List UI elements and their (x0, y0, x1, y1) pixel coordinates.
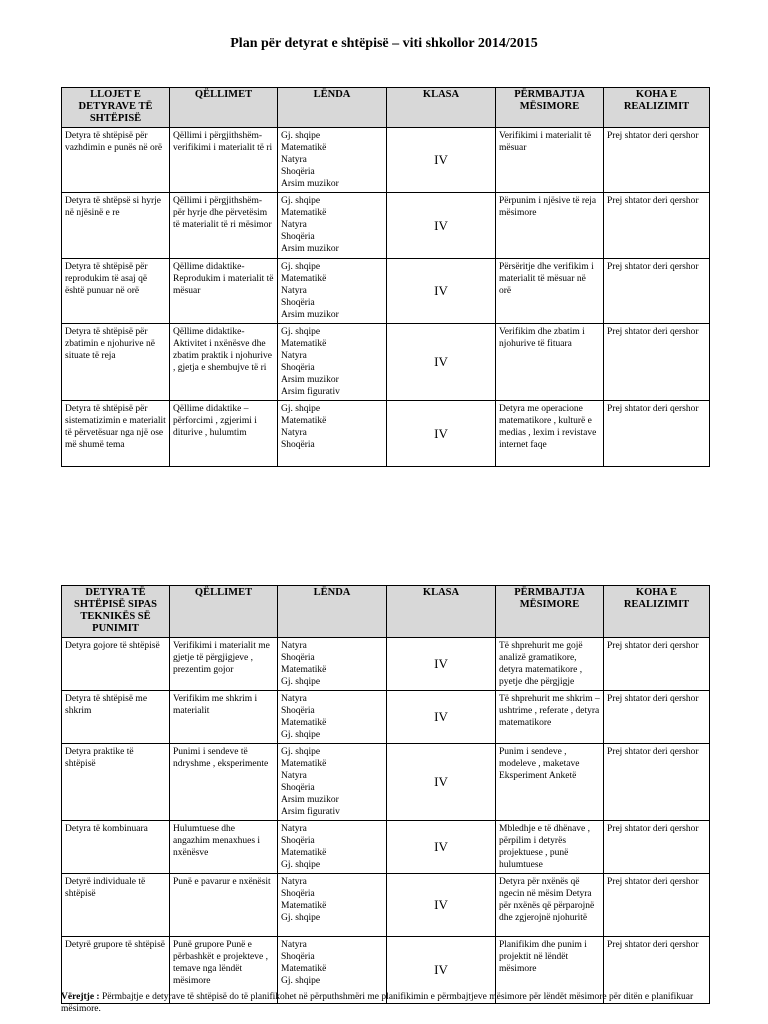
technique-plan-table (61, 585, 710, 1004)
table-body (62, 128, 710, 467)
cell-grade: IV (387, 638, 496, 691)
cell-grade: IV (387, 821, 496, 874)
cell-grade: IV (387, 324, 496, 401)
cell-type: Detyrë individuale të shtëpisë (62, 874, 170, 937)
cell-goals: Punimi i sendeve të ndryshme , eksperimente (170, 744, 278, 821)
table-row (62, 821, 710, 874)
cell-content: Të shprehurit me gojë analizë gramatikore, detyra matematikore , pyetje dhe përgjigje (496, 638, 604, 691)
cell-content: Verifikimi i materialit të mësuar (496, 128, 604, 193)
header-content: PËRMBAJTJA MËSIMORE (496, 88, 604, 128)
cell-time: Prej shtator deri qershor (604, 874, 710, 937)
cell-content: Të shprehurit me shkrim – ushtrime , referate , detyra matematikore (496, 691, 604, 744)
subject-item: Matematikë (281, 208, 327, 218)
subject-item: Arsim figurativ (281, 807, 340, 817)
cell-grade: IV (387, 128, 496, 193)
cell-time: Prej shtator deri qershor (604, 821, 710, 874)
header-grade: KLASA (387, 88, 496, 128)
subject-item: Shoqëria (281, 952, 315, 962)
table-body (62, 638, 710, 1004)
subject-item: Matematikë (281, 759, 327, 769)
cell-type: Detyra të shtëpsë si hyrje në njësinë e re (62, 193, 170, 259)
subject-item: Arsim muzikor (281, 375, 339, 385)
cell-goals: Qëllime didaktike- Reprodukim i materialit të mësuar (170, 259, 278, 324)
cell-subjects (278, 874, 387, 937)
subject-item: Gj. shqipe (281, 747, 321, 757)
subject-item: Gj. shqipe (281, 262, 321, 272)
cell-goals: Qëllime didaktike- Aktivitet i nxënësve dhe zbatim praktik i njohurive , gjetja e shembujve të ri (170, 324, 278, 401)
cell-subjects (278, 821, 387, 874)
subject-item: Matematikë (281, 416, 327, 426)
subject-item: Shoqëria (281, 440, 315, 450)
cell-goals: Punë e pavarur e nxënësit (170, 874, 278, 937)
cell-content: Përpunim i njësive të reja mësimore (496, 193, 604, 259)
cell-time: Prej shtator deri qershor (604, 937, 710, 1004)
subject-item: Gj. shqipe (281, 913, 321, 923)
table-row (62, 259, 710, 324)
cell-subjects (278, 128, 387, 193)
header-type: DETYRA TË SHTËPISË SIPAS TEKNIKËS SË PUNIMIT (62, 586, 170, 638)
subject-item: Matematikë (281, 339, 327, 349)
table-header-row (62, 88, 710, 128)
cell-grade: IV (387, 259, 496, 324)
cell-grade: IV (387, 193, 496, 259)
cell-subjects (278, 744, 387, 821)
subject-item: Shoqëria (281, 232, 315, 242)
subject-item: Matematikë (281, 143, 327, 153)
cell-content: Planifikim dhe punim i projektit në lëndët mësimore (496, 937, 604, 1004)
cell-goals: Punë grupore Punë e përbashkët e projekteve , temave nga lëndët mësimore (170, 937, 278, 1004)
table-row (62, 691, 710, 744)
subject-item: Natyra (281, 877, 307, 887)
subject-item: Shoqëria (281, 653, 315, 663)
cell-content: Detyra për nxënës që ngecin në mësim Detyra për nxënës që përparojnë dhe zgjerojnë njohuritë (496, 874, 604, 937)
cell-subjects (278, 259, 387, 324)
subject-item: Arsim muzikor (281, 179, 339, 189)
cell-goals: Hulumtuese dhe angazhim menaxhues i nxënësve (170, 821, 278, 874)
cell-type: Detyra të shtëpisë për zbatimin e njohurive në situate të reja (62, 324, 170, 401)
cell-type: Detyra të shtëpisë për reprodukim të asaj që është punuar në orë (62, 259, 170, 324)
header-subject: LËNDA (278, 586, 387, 638)
subject-item: Matematikë (281, 665, 327, 675)
subject-item: Arsim muzikor (281, 795, 339, 805)
subject-item: Shoqëria (281, 836, 315, 846)
cell-time: Prej shtator deri qershor (604, 638, 710, 691)
cell-type: Detyra gojore të shtëpisë (62, 638, 170, 691)
page-title: Plan për detyrat e shtëpisë – viti shkollor 2014/2015 (230, 36, 538, 51)
table-row (62, 744, 710, 821)
subject-item: Shoqëria (281, 783, 315, 793)
subject-item: Natyra (281, 694, 307, 704)
subject-item: Gj. shqipe (281, 976, 321, 986)
cell-grade: IV (387, 874, 496, 937)
subject-item: Gj. shqipe (281, 730, 321, 740)
subject-item: Shoqëria (281, 298, 315, 308)
cell-subjects (278, 324, 387, 401)
header-goals: QËLLIMET (170, 88, 278, 128)
subject-item: Natyra (281, 940, 307, 950)
table-row (62, 401, 710, 467)
cell-time: Prej shtator deri qershor (604, 691, 710, 744)
cell-subjects (278, 193, 387, 259)
cell-goals: Qëllimi i përgjithshëm- për hyrje dhe përvetësim të materialit të ri mësimor (170, 193, 278, 259)
subject-item: Arsim muzikor (281, 310, 339, 320)
cell-goals: Qëllimi i përgjithshëm- verifikimi i materialit të ri (170, 128, 278, 193)
table-row (62, 638, 710, 691)
table-row (62, 128, 710, 193)
cell-subjects (278, 691, 387, 744)
cell-time: Prej shtator deri qershor (604, 193, 710, 259)
subject-item: Matematikë (281, 274, 327, 284)
subject-item: Natyra (281, 155, 307, 165)
subject-item: Gj. shqipe (281, 677, 321, 687)
subject-item: Gj. shqipe (281, 860, 321, 870)
table-row (62, 324, 710, 401)
cell-type: Detyrë grupore të shtëpisë (62, 937, 170, 1004)
subject-item: Gj. shqipe (281, 131, 321, 141)
table-header-row (62, 586, 710, 638)
subject-item: Matematikë (281, 901, 327, 911)
cell-content: Detyra me operacione matematikore , kulturë e medias , lexim i revistave internet faqe (496, 401, 604, 467)
subject-item: Gj. shqipe (281, 327, 321, 337)
subject-item: Natyra (281, 351, 307, 361)
cell-time: Prej shtator deri qershor (604, 324, 710, 401)
cell-goals: Verifikimi i materialit me gjetje të përgjigjeve , prezentim gojor (170, 638, 278, 691)
subject-item: Matematikë (281, 964, 327, 974)
cell-time: Prej shtator deri qershor (604, 401, 710, 467)
table-row (62, 874, 710, 937)
cell-subjects (278, 638, 387, 691)
cell-time: Prej shtator deri qershor (604, 744, 710, 821)
remark-text: Përmbajtje e detyrave të shtëpisë do të planifikohet në përputhshmëri me planifikimin e përmbajtjeve mësimore për lëndët mësimore për ditën e planifikuar mësimore. (61, 992, 694, 1014)
subject-item: Matematikë (281, 718, 327, 728)
subject-item: Natyra (281, 286, 307, 296)
header-subject: LËNDA (278, 88, 387, 128)
header-time: KOHA E REALIZIMIT (604, 88, 710, 128)
subject-item: Arsim muzikor (281, 244, 339, 254)
cell-grade: IV (387, 401, 496, 467)
cell-goals: Qëllime didaktike – përforcimi , zgjerimi i diturive , hulumtim (170, 401, 278, 467)
subject-item: Shoqëria (281, 167, 315, 177)
subject-item: Natyra (281, 641, 307, 651)
subject-item: Gj. shqipe (281, 196, 321, 206)
header-goals: QËLLIMET (170, 586, 278, 638)
subject-item: Natyra (281, 428, 307, 438)
subject-item: Natyra (281, 824, 307, 834)
cell-grade: IV (387, 937, 496, 1004)
cell-type: Detyra të shtëpisë për sistematizimin e materialit të përvetësuar nga një ose më shumë tema (62, 401, 170, 467)
remark-label: Vërejtje : (61, 992, 100, 1002)
subject-item: Shoqëria (281, 363, 315, 373)
cell-time: Prej shtator deri qershor (604, 128, 710, 193)
homework-plan-table (61, 87, 710, 467)
subject-item: Arsim figurativ (281, 387, 340, 397)
cell-grade: IV (387, 691, 496, 744)
cell-type: Detyra praktike të shtëpisë (62, 744, 170, 821)
cell-content: Mbledhje e të dhënave , përpilim i detyrës projektuese , punë hulumtuese (496, 821, 604, 874)
subject-item: Shoqëria (281, 889, 315, 899)
header-grade: KLASA (387, 586, 496, 638)
header-time: KOHA E REALIZIMIT (604, 586, 710, 638)
header-type: LLOJET E DETYRAVE TË SHTËPISË (62, 88, 170, 128)
cell-type: Detyra të shtëpisë me shkrim (62, 691, 170, 744)
cell-content: Përsëritje dhe verifikim i materialit të mësuar në orë (496, 259, 604, 324)
cell-time: Prej shtator deri qershor (604, 259, 710, 324)
cell-type: Detyra të shtëpisë për vazhdimin e punës në orë (62, 128, 170, 193)
cell-content: Verifikim dhe zbatim i njohurive të fituara (496, 324, 604, 401)
cell-grade: IV (387, 744, 496, 821)
cell-content: Punim i sendeve , modeleve , maketave Eksperiment Anketë (496, 744, 604, 821)
subject-item: Natyra (281, 771, 307, 781)
cell-type: Detyra të kombinuara (62, 821, 170, 874)
cell-subjects (278, 401, 387, 467)
subject-item: Gj. shqipe (281, 404, 321, 414)
subject-item: Shoqëria (281, 706, 315, 716)
remark (61, 991, 721, 1015)
subject-item: Matematikë (281, 848, 327, 858)
subject-item: Natyra (281, 220, 307, 230)
header-content: PËRMBAJTJA MËSIMORE (496, 586, 604, 638)
table-row (62, 193, 710, 259)
cell-goals: Verifikim me shkrim i materialit (170, 691, 278, 744)
